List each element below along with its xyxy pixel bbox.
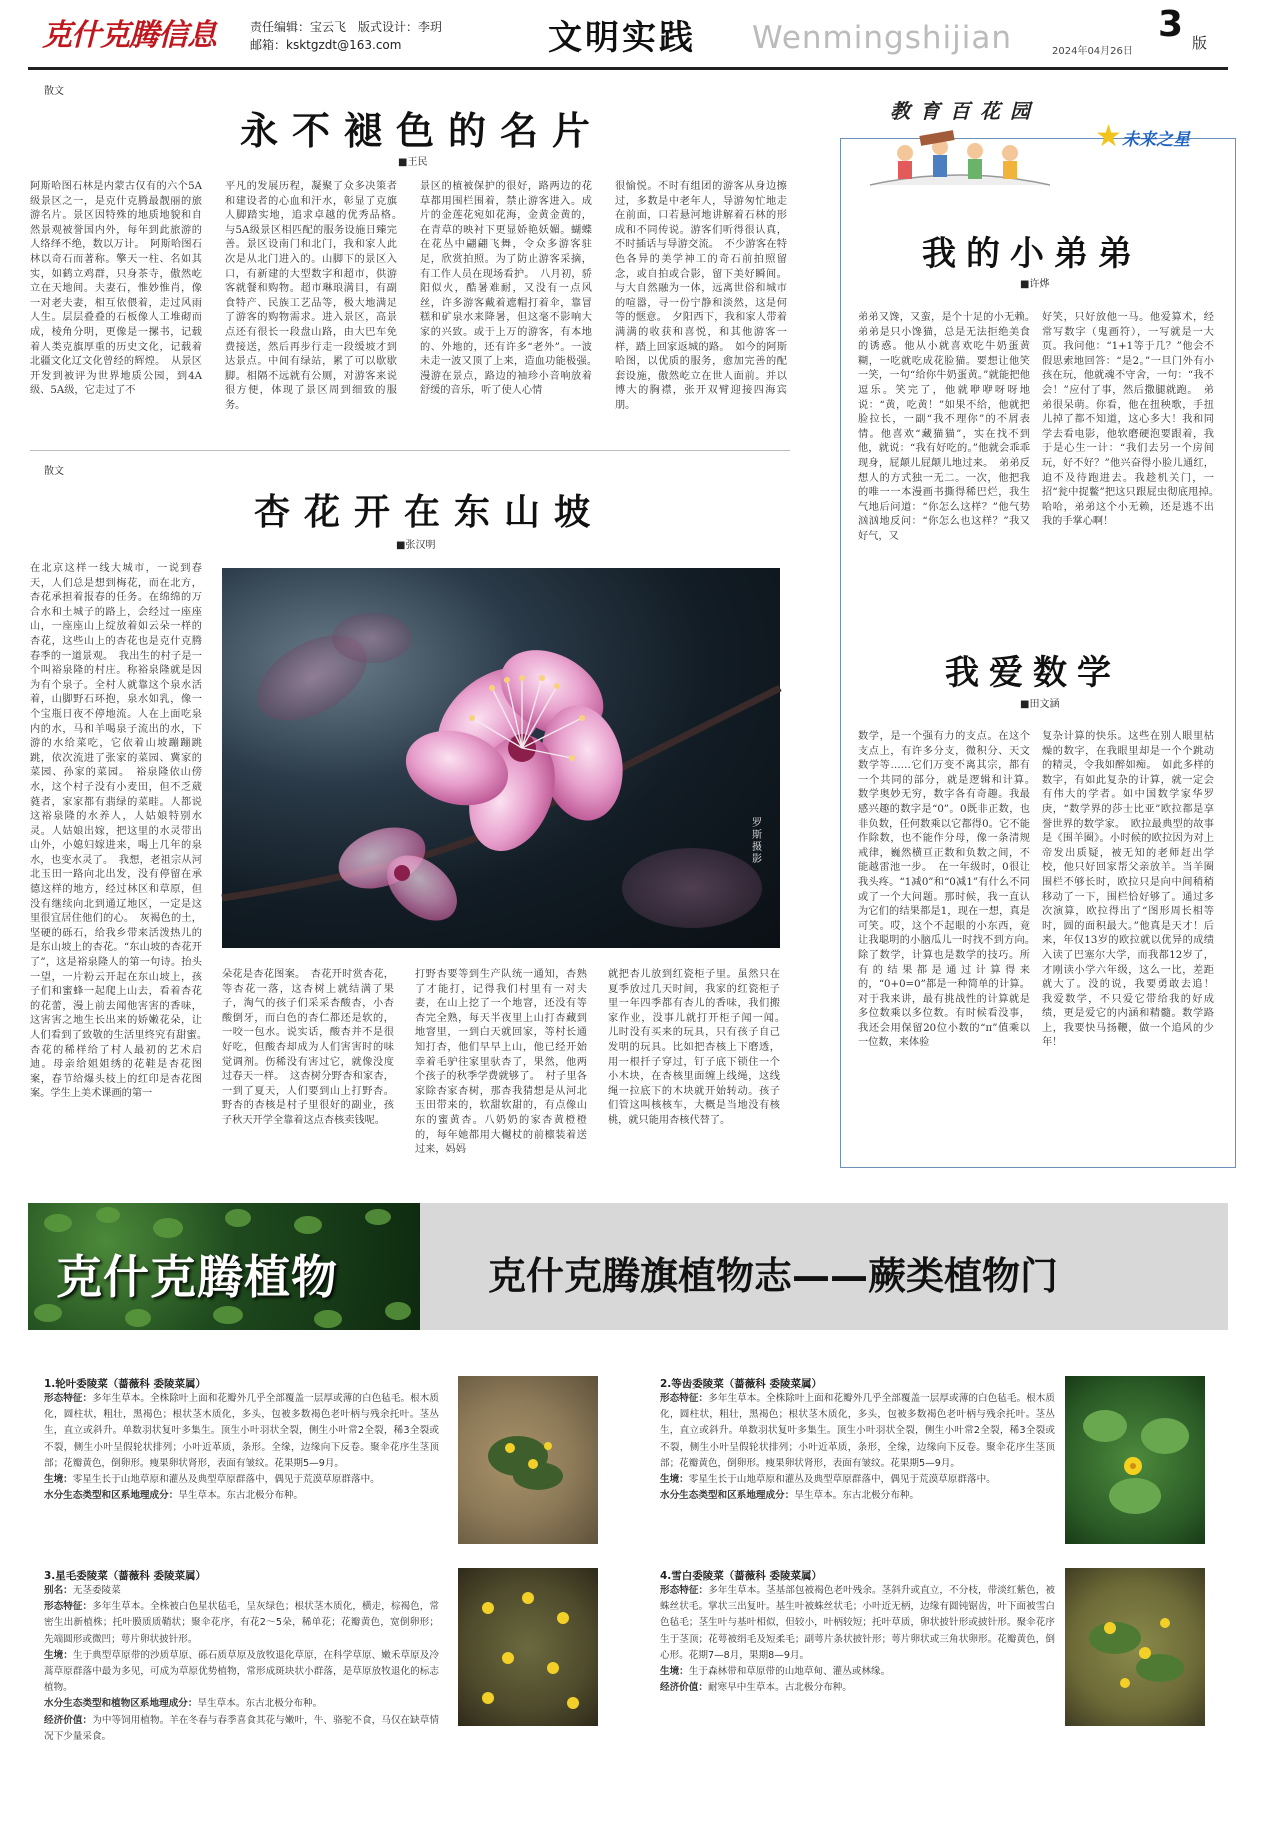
plant-entry-4 bbox=[660, 1568, 1055, 1788]
issue-date: 2024年04月26日 bbox=[1052, 46, 1133, 57]
article2-author: ■张汉明 bbox=[396, 540, 436, 551]
sidebar-article2-author: ■田文涵 bbox=[1020, 699, 1060, 710]
article-divider bbox=[30, 450, 790, 451]
plant-4-morph: 多年生草本。茎基部包被褐色老叶残余。茎斜升或直立，不分枝，带淡红紫色，被蛛丝状毛。掌状三出复叶。基生叶被蛛丝状毛；小叶近无柄，边缘有圆钝锯齿，叶下面被雪白色毡毛；茎生叶与基叶相似，但较小，叶柄较短；托叶草质，卵状披针形或披针形。聚伞花序生于茎顶；花萼被绢毛及短柔毛；副萼片条状披针形；萼片卵状或三角状卵形。花瓣黄色，倒心形。花期7—8月，果期8—9月。 bbox=[660, 1585, 1056, 1661]
plant-entry-3 bbox=[44, 1568, 439, 1788]
plant-4-label-value: 经济价值： bbox=[660, 1682, 708, 1694]
plant-3-label-value: 经济价值： bbox=[44, 1714, 93, 1726]
plant-1-label-habitat: 生境： bbox=[44, 1474, 73, 1486]
page-number: 3 bbox=[1158, 4, 1184, 45]
plants-banner-photo bbox=[28, 1203, 420, 1330]
plant-3-label-morph: 形态特征： bbox=[44, 1601, 93, 1613]
blossom-illustration bbox=[222, 568, 780, 948]
plant-entry-2 bbox=[660, 1376, 1055, 1551]
plant-4-label-morph: 形态特征： bbox=[660, 1585, 709, 1596]
plant-2-morph: 多年生草本。全株除叶上面和花瓣外几乎全部覆盖一层厚或薄的白色毡毛。根木质化，圆柱状，粗壮，黑褐色；根状茎木质化，多头，包被多数褐色老叶柄与残余托叶。茎丛生，直立或斜升。单数羽状复叶多集生。顶生小叶羽状全裂，侧生小叶常2全裂，稀3全裂或不裂，侧生小叶呈假轮状排列；小叶近革质，条形，全缘，边缘向下反卷。聚伞花序生茎顶部；花瓣黄色，倒卵形。瘦果卵状肾形，表面有皱纹。花果期5—9月。 bbox=[660, 1393, 1056, 1469]
plant-4-illustration bbox=[1065, 1568, 1205, 1726]
sidebar-article1-title: 我的小弟弟 bbox=[922, 234, 1142, 274]
plant-3-habitat: 生于典型草原带的沙质草原、砾石质草原及放牧退化草原，在科学草原、嫩禾草原及冷蒿草原群落中最为多见，可成为草原优势植物，常形成斑块状小群落，是草原放牧退化的标志植物。 bbox=[44, 1649, 439, 1694]
plant-entry-1 bbox=[44, 1376, 439, 1551]
article1-title: 永不褪色的名片 bbox=[240, 108, 605, 153]
masthead bbox=[0, 0, 1261, 70]
plant-2-illustration bbox=[1065, 1376, 1205, 1544]
plant-2-title: 2.等齿委陵菜（蔷薇科 委陵菜属） bbox=[660, 1378, 822, 1390]
plant-1-label-morph: 形态特征： bbox=[44, 1393, 93, 1404]
plant-4-habitat: 生于森林带和草原带的山地草甸、灌丛或林缘。 bbox=[688, 1666, 891, 1678]
plants-banner bbox=[28, 1203, 1228, 1330]
star-icon: ★ bbox=[1095, 119, 1122, 154]
email-address: 邮箱：ksktgzdt@163.com bbox=[250, 38, 402, 52]
future-star-label: 未来之星 bbox=[1122, 130, 1190, 150]
article2-category-tag: 散文 bbox=[44, 466, 64, 477]
masthead-rule bbox=[28, 67, 1228, 70]
article2-column-1: 在北京这样一线大城市，一说到春天，人们总是想到梅花，而在北方，杏花承担着报春的任务。在绵绵的万合水和土城子的路上，会经过一座座山，一座座山上绽放着如云朵一样的杏花，这些山上的杏花也是克什克腾春季的一道景观。 我出生的村子是一个叫裕泉隆的村庄。称裕泉隆就是因为有个泉子。全村人就靠这个泉水活着，山脚野石环抱，泉水如乳，像一个宝瓶日夜不停地流。人在上面吃泉内的水，马和羊喝泉子流出的水，下游的水给菜吃，它依着山坡蹦蹦跳跳，依次流进了张家的菜园、冀家的菜园、孙家的菜园。 裕泉隆依山傍水，这个村子没有小麦田，但不乏葳蕤者，家家都有翡绿的菜畦。人都说这裕泉隆的水养人，人姑娘特别水灵。人姑娘出嫁，把这里的水灵带出山外，小媳妇嫁进来，喝上几年的泉水，也变水灵了。 我想，老祖宗从河北玉田一路向北出发，没有停留在承德这样的地方，经过林区和草原，但没有继续向北到通辽地区，一定是这里很宜居住他们的心。 灰褐色的土，坚硬的砾石，给我乡带来活泼热儿的是东山坡上的杏花。“东山坡的杏花开了”，这是裕泉隆人的第一句诗。抬头一望，一片粉云开起在东山坡上，孩子们和蜜蜂一起爬上山去，看着杏花的花蕾，漫上前去闻他害害的香味，这害害之地生长出来的娇嫩花朵，让人们看到了致敬的生活里终究有甜蜜。 杏花的稀样给了村人最初的艺术启迪。母亲给姐姐绣的花鞋是杏花图案，春节给爆头枝上的红印是杏花图案。学生上美术课画的第一 bbox=[30, 563, 213, 1100]
plant-1-title: 1.轮叶委陵菜（蔷薇科 委陵菜属） bbox=[44, 1378, 206, 1390]
sidebar-article2-column-1: 数学，是一个强有力的支点。在这个支点上，有许多分支，微积分、天文数学等……它们万变不离其宗，都有一个共同的部分，就是逻辑和计算。 数学奥妙无穷，数字各有奇趣。我最感兴趣的数字是“0”。0既非正数，也非负数，任何数乘以它都得0。它不能作除数，也不能作分母，像一条清规戒律，巍然横亘正数和负数之间，不能越雷池一步。 在一年级时，0很让我头疼。“1减0”和“0减1”有什么不同或了一个大问题。那时候，我一直认为它们的结果都是1，现在一想，真是可笑。哎，这个不起眼的小东西，竟让我聪明的小脑瓜儿一时找不到方向。 除了数学，计算也是数学的技巧。所有的结果都是通过计算得来的，“0+0=0”都是一种简单的计算。对于我来讲，最有挑战性的计算就是多位数乘以多位数。有时候看没事，我还会用保留20位小数的“π”值乘以一位数，来体验 bbox=[858, 731, 1041, 1049]
children-illustration bbox=[860, 125, 1060, 195]
article1-category-tag: 散文 bbox=[44, 86, 64, 97]
sidebar-article1-author: ■许烨 bbox=[1020, 279, 1050, 290]
newspaper-logo: 克什克腾信息 bbox=[42, 18, 216, 53]
plants-banner-right-title: 克什克腾旗植物志——蕨类植物门 bbox=[488, 1254, 1059, 1298]
article2-column-2: 朵花是杏花图案。 杏花开时赏杏花，等杏花一落，这杏树上就结满了果子，淘气的孩子们采采杏酸杏，小杏酸倒牙，而白色的杏仁都还是软的，一咬一包水。说实话，酸杏并不是很好吃，但酸杏却成为人们害害时的味觉调剂。伤稀没有害过它，就像没度过春天一样。 这杏树分野杏和家杏，一到了夏天，人们要到山上打野杏。野杏的杏核是村子里很好的副业，孩子秋天开学全靠着这点杏核卖钱呢。 bbox=[222, 969, 394, 1126]
article1-author: ■王民 bbox=[398, 157, 428, 168]
plant-3-value: 为中等饲用植物。羊在冬春与春季喜食其花与嫩叶，牛、骆驼不食，马仅在缺草情况下少量采食。 bbox=[44, 1714, 440, 1742]
plant-3-ecology: 旱生草本。东古北极分布种。 bbox=[197, 1698, 323, 1710]
article1-column-3: 景区的植被保护的很好，路两边的花草都用围栏围着，禁止游客进入。成片的金莲花宛如花海，金黄金黄的，在青草的映衬下更显娇艳妖媚。蝴蝶在花丛中翩翩飞舞，令众多游客驻足，欣赏拍照。为了防止游客采摘，有工作人员在现场看护。 八月初，骄阳似火，酷暑难耐，又没有一点风丝，许多游客戴着遮帽打着伞，靠冒糕和矿泉水来降暑，但这毫不影响大家的兴致。或于上万的游客，有本地的、外地的，还有许多“老外”。一波未走一波又顶了上来，造血功能极强。 漫游在景点，路边的袖珍小音响放着舒缓的音乐，听了使人心情 bbox=[420, 181, 603, 397]
sidebar-article1-column-1: 弟弟又馋，又蛮，是个十足的小无赖。 弟弟是只小馋猫，总是无法拒绝美食的诱惑。他从小就喜欢吃牛奶蛋黄糊，一吃就吃成花脸猫。要想让他笑一笑，一句“给你牛奶蛋黄。”就能把他逗乐。笑完了，他就咿咿呀呀地说：“黄，吃黄！”如果不给，他就把脸拉长，一副“我不理你”的不屑表情。他喜欢“藏猫猫”，实在找不到他，就说：“我有好吃的。”他就会乖乖现身，屁颠儿屁颠儿地过来。 弟弟反想人的方式独一无二。一次，他把我的唯一一本漫画书撕得稀巴烂，我生气地后问道：“你怎么这样？”他气势汹汹地反问：“你怎么也这样？”我又好气，又 bbox=[858, 312, 1041, 542]
plant-3-label-ecology: 水分生态类型和植物区系地理成分： bbox=[44, 1698, 198, 1710]
plant-3-photo bbox=[458, 1568, 598, 1726]
plant-1-photo bbox=[458, 1376, 598, 1544]
sidebar-article2-title: 我爱数学 bbox=[945, 653, 1121, 693]
plant-2-habitat: 零星生长于山地草原和灌丛及典型草原群落中，偶见于荒漠草原群落中。 bbox=[688, 1474, 996, 1486]
article1-column-1: 阿斯哈图石林是内蒙古仅有的六个5A级景区之一，是克什克腾最靓丽的旅游名片。景区因特殊的地质地貌和自然景观被誉国内外，每年到此旅游的人络绎不绝，数以万计。 阿斯哈图石林以奇石而著称。擎天一柱、名如其实，如鹤立鸡群，只身茶寺，傲然屹立在天地间。夫妻石，惟妙惟肖，像一对老夫妻，相互依偎着，走过风雨人生。层层叠叠的石板像人工堆砌而成，棱角分明，更像是一摞书，记载着人类克旗厚重的历史文化，记载着北疆文化辽文化曾经的辉煌。 从景区开发到被评为世界地质公园，到4A级、5A级，它走过了不 bbox=[30, 181, 202, 397]
article1-column-2: 平凡的发展历程，凝聚了众多决策者和建设者的心血和汗水，彰显了克旗人脚踏实地，追求卓越的优秀品格。 与5A级景区相匹配的服务设施日臻完善。景区设南门和北门，我和家人此次是从北门进入的。山脚下的景区入口，有新建的大型数字和超市，供游客就餐和购物。超市琳琅满目，有副食特产、民族工艺品等，极大地满足了游客的购物需求。进入景区，高景点还有很长一段盘山路，由大巴车免费接送，然后再步行走一段缓坡才到达景点。中间有绿站，累了可以歇歇脚。相隔不远就有公厕，对游客来说很方便，体现了景区周到细致的服务。 bbox=[225, 181, 408, 411]
plant-1-illustration bbox=[458, 1376, 598, 1544]
plant-3-alias: 无茎委陵菜 bbox=[72, 1585, 121, 1596]
plant-2-label-morph: 形态特征： bbox=[660, 1393, 709, 1404]
editor-credit: 责任编辑：宝云飞 版式设计：李玥 bbox=[250, 20, 443, 34]
plant-4-value: 耐寒早中生草本。古北极分布种。 bbox=[707, 1682, 852, 1694]
plant-2-ecology: 旱生草本。东古北极分布种。 bbox=[794, 1490, 920, 1502]
plant-3-illustration bbox=[458, 1568, 598, 1726]
section-title: 文明实践 bbox=[548, 18, 696, 58]
plant-4-photo bbox=[1065, 1568, 1205, 1726]
plant-3-label-habitat: 生境： bbox=[44, 1649, 73, 1661]
plant-2-photo bbox=[1065, 1376, 1205, 1544]
plant-3-title: 3.星毛委陵菜（蔷薇科 委陵菜属） bbox=[44, 1570, 206, 1582]
article2-column-4: 就把杏儿放到红瓷柜子里。虽然只在夏季放过几天时间，我家的红瓷柜子里一年四季都有杏儿的香味，我们搬家作业，没事儿就打开柜子闻一闻。 儿时没有买来的玩具，只有孩子自己发明的玩具。比如把杏核上下磨透，用一根扦子穿过，钉子底下锁住一个小木块，在杏核里面缠上线绳，这线绳一拉底下的木块就开始转动。孩子们管这叫核核车，大概是当地没有核桃，就只能用杏核代替了。 bbox=[608, 969, 791, 1126]
plant-3-morph: 多年生草本。全株被白色星状毡毛，呈灰绿色；根状茎木质化，横走，棕褐色，常密生出新植株；托叶膜质质鞘状；聚伞花序，有花2～5朵，稀单花；花瓣黄色，宽倒卵形；先端圆形或微凹；萼片卵状披针形。 bbox=[44, 1601, 440, 1645]
plant-1-morph: 多年生草本。全株除叶上面和花瓣外几乎全部覆盖一层厚或薄的白色毡毛。根木质化，圆柱状，粗壮，黑褐色；根状茎木质化，多头，包被多数褐色老叶柄与残余托叶。茎丛生，直立或斜升。单数羽状复叶多集生。顶生小叶羽状全裂，侧生小叶常2全裂，稀3全裂或不裂，侧生小叶呈假轮状排列；小叶近革质，条形。全缘，边缘向下反卷。聚伞花序生茎顶部；花瓣黄色，倒卵形。瘦果卵状肾形，表面有皱纹。花果期5—9月。 bbox=[44, 1393, 440, 1469]
plants-banner-left-title: 克什克腾植物 bbox=[56, 1250, 338, 1304]
article2-title: 杏花开在东山坡 bbox=[254, 491, 605, 533]
plant-4-title: 4.雪白委陵菜（蔷薇科 委陵菜属） bbox=[660, 1570, 822, 1582]
plant-4-label-habitat: 生境： bbox=[660, 1666, 689, 1678]
sidebar-article1-column-2: 好笑，只好放他一马。他爱算术，经常写数字（鬼画符），一写就是一大页。我问他：“1+1等于几？”他会不假思索地回答：“是2。”一旦门外有小孩在玩，他就魂不守舍，一句：“我不会！”应付了事，然后撒腿就跑。 弟弟很呆萌。你看，他在扭秧歌，手扭儿掉了都不知道，这心多大！我和同学去看电影，他软磨硬泡要跟着，我于是心生一计：“我们去另一个房间玩，好不好？”他兴奋得小脸儿通红，迫不及待跑进去。我趁机关门，一招“瓮中捉鳖”把这只跟屁虫彻底甩掉。 哈哈，弟弟这个小无赖，还是逃不出我的手掌心啊！ bbox=[1042, 312, 1225, 528]
plant-2-label-habitat: 生境： bbox=[660, 1474, 689, 1486]
sidebar-banner-title: 教育百花园 bbox=[890, 99, 1040, 123]
plant-1-label-ecology: 水分生态类型和区系地理成分： bbox=[44, 1490, 179, 1502]
photo-caption: 罗斯 摄影 bbox=[752, 818, 762, 865]
plant-2-label-ecology: 水分生态类型和区系地理成分： bbox=[660, 1490, 795, 1502]
section-pinyin: Wenmingshijian bbox=[752, 20, 1012, 56]
plant-1-ecology: 旱生草本。东古北极分布种。 bbox=[178, 1490, 304, 1502]
article1-column-4: 很愉悦。不时有组团的游客从身边擦过，多数是中老年人，导游匆忙地走在前面，口若悬河地讲解着石林的形成和不同传说。游客们听得很认真，不时插话与导游交流。 不少游客在特色各异的美学神工的奇石前拍照留念，或自拍或合影，留下美好瞬间。与大自然融为一体，远离世俗和城市的喧嚣，寻一份宁静和淡然，这是何等的惬意。 夕阳西下，我和家人带着满满的收获和喜悦，和其他游客一样，踏上回家返城的路。 如今的阿斯哈图，以优质的服务，愈加完善的配套设施，傲然屹立在世人面前。并以博大的胸襟，张开双臂迎接四海宾朋。 bbox=[615, 181, 787, 411]
plant-1-habitat: 零星生长于山地草原和灌丛及典型草原群落中，偶见于荒漠草原群落中。 bbox=[72, 1474, 380, 1486]
sidebar-banner bbox=[850, 95, 1226, 200]
plant-3-label-alias: 别名： bbox=[44, 1585, 73, 1596]
sidebar-article2-column-2: 复杂计算的快乐。这些在别人眼里枯燥的数字，在我眼里却是一个个跳动的精灵，令我如醉如痴。 如此多样的数字，有如此复杂的计算，就一定会有伟大的学者。如中国数学家华罗庚，“数学界的莎士比亚”欧拉都是享誉世界的数学家。 欧拉最典型的故事是《围羊圈》。小时候的欧拉因为对上帝发出质疑，被无知的老师赶出学校，他只好回家帮父亲放羊。当羊圈围栏不够长时，欧拉只是向中间稍稍移动了一下，围栏恰好够了。通过多次演算，欧拉得出了“图形周长相等时，圆的面积最大。”他真是天才！后来，年仅13岁的欧拉就以优异的成绩入读了巴塞尔大学，而我都12岁了，才刚读小学六年级，这么一比，差距就大了。没的说，我要勇敢去追！ 我爱数学，不只爱它带给我的好成绩，更是爱它的内涵和精髓。数学路上，我要快马扬鞭，做一个追风的少年！ bbox=[1042, 731, 1225, 1049]
article2-column-3: 打野杏要等到生产队统一通知，杏熟了才能打，记得我们村里有一对夫妻，在山上挖了一个地窨，还没有等杏完全熟，每天半夜里上山打杏藏到地窨里，一到白天就回家，等村长通知打杏，他们早早上山，他已经开始幸着毛驴往家里驮杏了，果然，他两个孩子的秋季学费就够了。 村子里各家除杏家杏树，那杏我猜想是从河北玉田带来的，软甜软甜的，有点像山东的蜜黄杏。八奶奶的家杏黄橙橙的，每年她都用大樾杖的前檩装着送过来，妈妈 bbox=[415, 969, 587, 1156]
apricot-blossom-photo bbox=[222, 568, 780, 948]
page-label: 版 bbox=[1192, 34, 1208, 52]
